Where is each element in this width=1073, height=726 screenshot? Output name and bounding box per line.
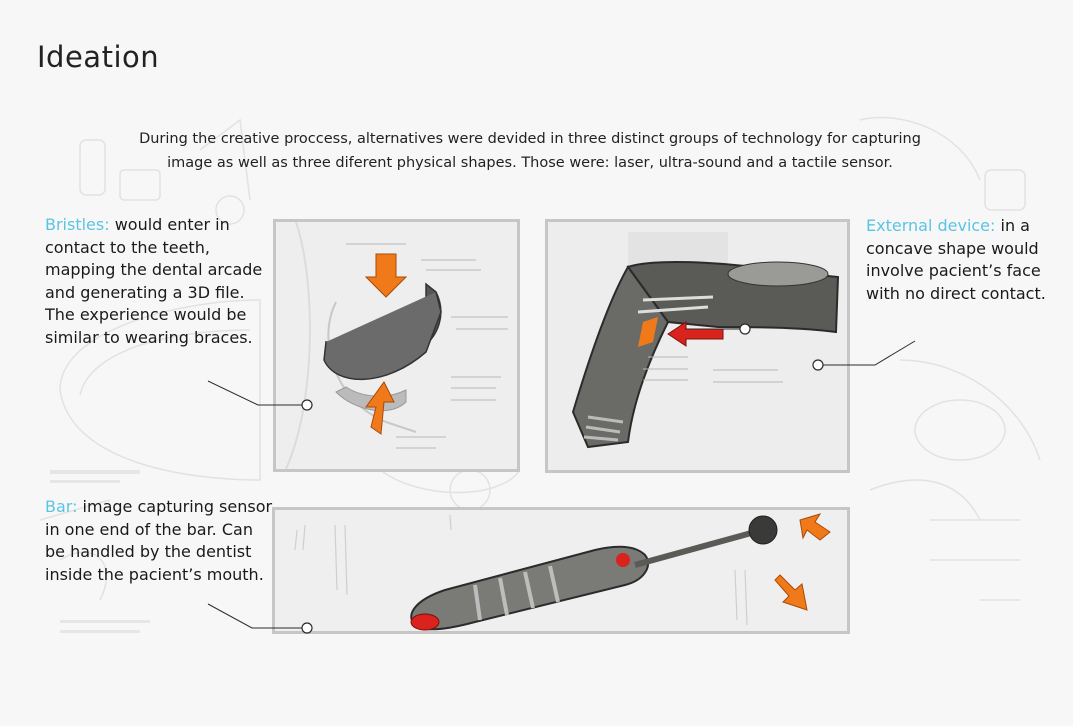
caption-bar — [45, 496, 275, 586]
caption-bristles — [45, 214, 275, 349]
caption-bar-highlight: Bar: — [45, 497, 78, 516]
external-device-sketch-panel — [545, 219, 850, 473]
bristles-sketch-image — [276, 222, 517, 469]
caption-external-highlight: External device: — [866, 216, 996, 235]
bar-sketch-panel — [272, 507, 850, 634]
caption-external-device — [866, 215, 1046, 305]
caption-bar-text: image capturing sensor in one end of the bar. Can be handled by the dentist inside the pacient’s mouth. — [45, 497, 273, 584]
bar-sketch-image — [275, 510, 847, 631]
intro-paragraph: During the creative proccess, alternatives were devided in three distinct groups of technology for capturing image as well as three diferent physical shapes. Those were: laser, ultra-sound and a tactile sensor. — [139, 131, 921, 171]
external-device-sketch-image — [548, 222, 847, 470]
caption-bristles-highlight: Bristles: — [45, 215, 110, 234]
caption-bristles-text: would enter in contact to the teeth, mapping the dental arcade and generating a 3D file. The experience would be similar to wearing braces. — [45, 215, 263, 347]
caption-external-text: in a concave shape would involve pacient’s face with no direct contact. — [866, 216, 1046, 303]
page-title: Ideation — [37, 40, 160, 74]
bristles-sketch-panel — [273, 219, 520, 472]
